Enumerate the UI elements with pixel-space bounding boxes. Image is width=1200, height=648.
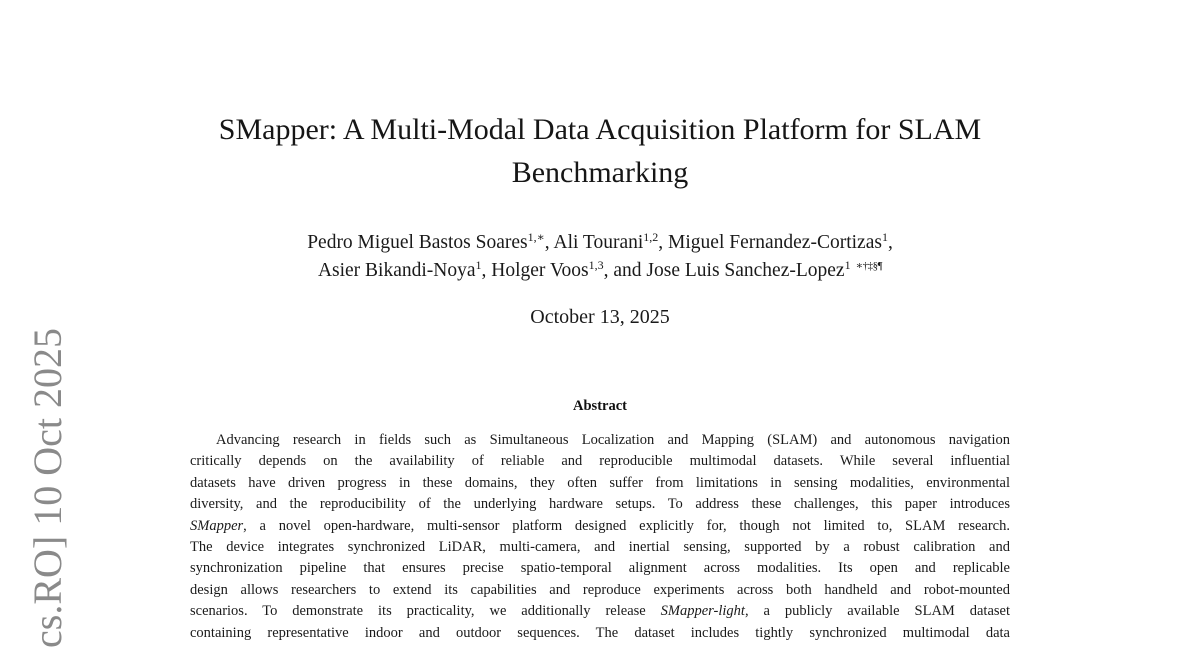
arxiv-stamp-text: cs.RO] 10 Oct 2025 — [25, 328, 70, 648]
author-affiliation: 1 — [844, 258, 851, 272]
abstract-line: diversity, and the reproducibility of the underlying hardware setups. To address these challenges, this paper introduces — [190, 496, 1010, 513]
abstract-line: datasets have driven progress in these domains, they often suffer from limitations in sensing modalities, environmental — [190, 474, 1010, 491]
author-affiliation: 1,3 — [588, 258, 604, 272]
author-separator: , — [658, 232, 669, 253]
author-affiliation: 1 — [475, 258, 482, 272]
abstract-line: synchronization pipeline that ensures precise spatio-temporal alignment across modalities. Its open and replicable — [190, 560, 1010, 577]
abstract-line: The device integrates synchronized LiDAR, multi-camera, and inertial sensing, supported by a robust calibration and — [190, 539, 1010, 556]
author-separator: , — [603, 260, 614, 281]
paper-title-line-2: Benchmarking — [511, 156, 689, 189]
author-affiliation: 1,2 — [643, 230, 659, 244]
author-affiliation: 1 — [881, 230, 888, 244]
author-name: Ali Tourani — [553, 232, 644, 253]
author-name: Asier Bikandi-Noya — [317, 260, 476, 281]
abstract-line: containing representative indoor and outdoor sequences. The dataset includes tightly synchronized multimodal data — [190, 624, 1010, 641]
author-name: and Jose Luis Sanchez-Lopez — [613, 260, 845, 281]
abstract-line: Advancing research in fields such as Simultaneous Localization and Mapping (SLAM) and autonomous navigation — [216, 432, 1010, 448]
abstract-line: scenarios. To demonstrate its practicality, we additionally release SMapper-light, a publicly available SLAM dataset — [190, 603, 1010, 620]
author-affiliation: 1,∗ — [527, 230, 545, 244]
author-list — [0, 229, 1200, 285]
author-line-2 — [0, 257, 1200, 285]
paper-title-line-1: SMapper: A Multi-Modal Data Acquisition Platform for SLAM — [218, 113, 982, 146]
abstract-emphasis: SMapper — [190, 517, 244, 534]
abstract-heading: Abstract — [573, 398, 627, 414]
abstract-line: SMapper, a novel open-hardware, multi-sensor platform designed explicitly for, though not limited to, SLAM research. — [190, 517, 1010, 534]
author-separator: , — [481, 260, 492, 281]
paper-title — [0, 108, 1200, 194]
author-separator: , — [544, 232, 554, 253]
author-line-1 — [0, 229, 1200, 257]
abstract-line: critically depends on the availability of reliable and reproducible multimodal datasets. While several influential — [190, 453, 1010, 470]
author-separator: , — [887, 232, 893, 253]
author-name: Holger Voos — [491, 260, 589, 281]
author-footnote-marks: ∗†‡§¶ — [855, 260, 883, 272]
publication-date: October 13, 2025 — [530, 306, 670, 328]
abstract-emphasis: SMapper-light — [660, 603, 745, 620]
arxiv-identifier-stamp — [26, 328, 70, 648]
abstract-line: design allows researchers to extend its capabilities and reproduce experiments across both handheld and robot-mounted — [190, 581, 1010, 598]
abstract-body — [190, 430, 1010, 644]
author-name: Pedro Miguel Bastos Soares — [307, 232, 528, 253]
author-name: Miguel Fernandez-Cortizas — [668, 232, 882, 253]
